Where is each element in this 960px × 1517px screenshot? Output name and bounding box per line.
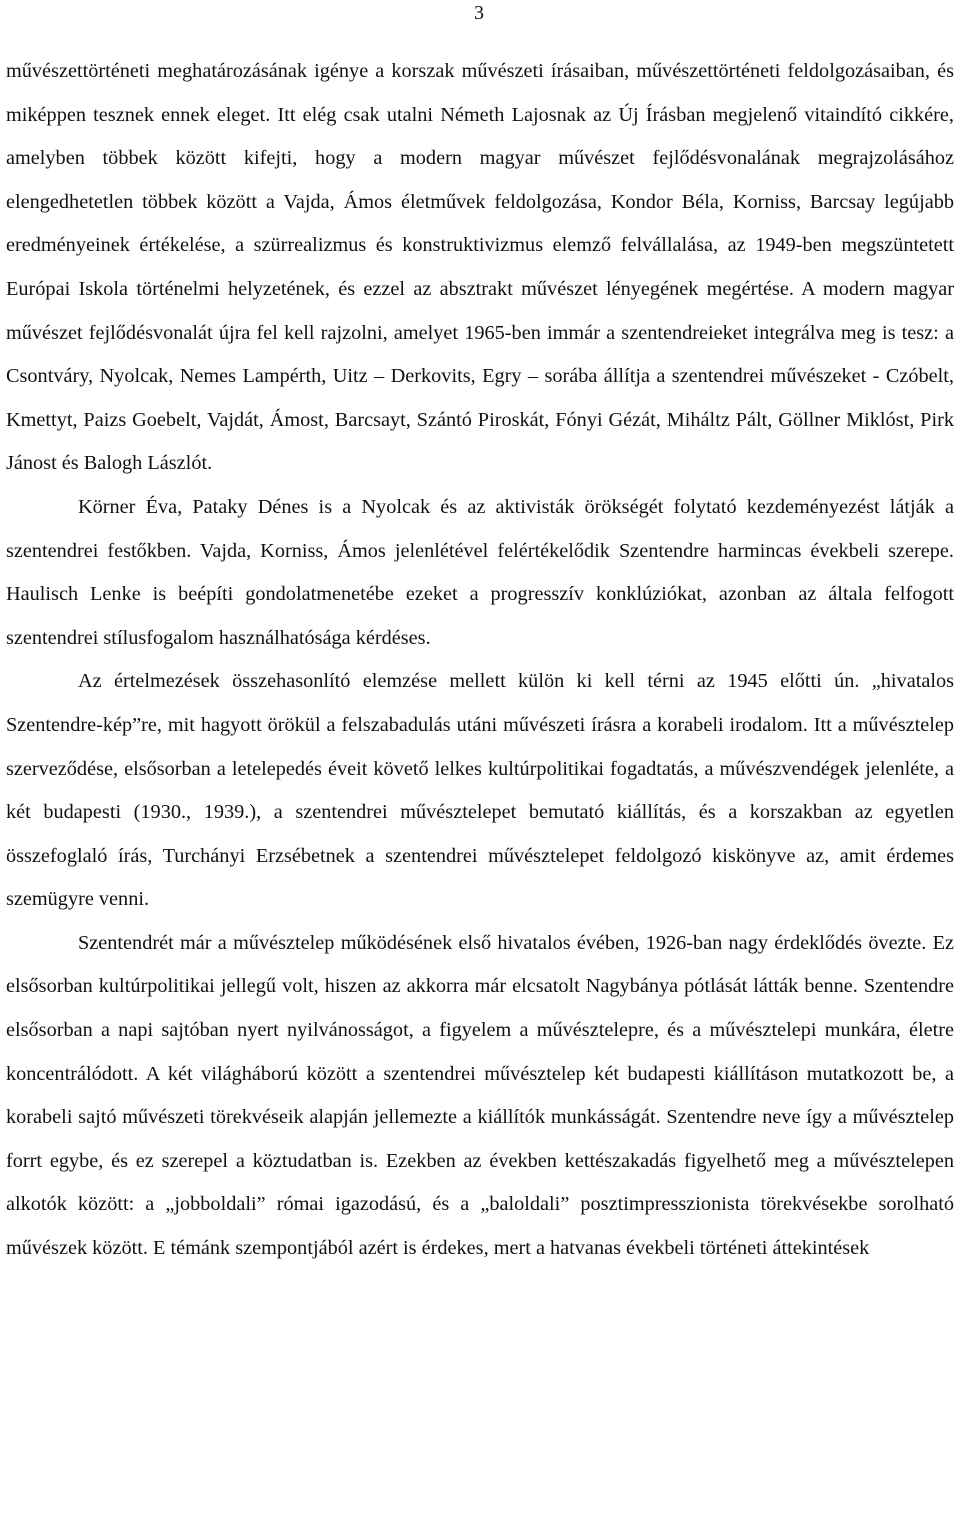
paragraph-4: Szentendrét már a művésztelep működésének első hivatalos évében, 1926-ban nagy érdeklődés övezte. Ez elsősorban kultúrpolitikai jellegű volt, hiszen az akkorra már elcsatolt Nagybánya pótlását látták benne. Szentendre elsősorban a napi sajtóban nyert nyilvánosságot, a figyelem a művésztelepre, és a művésztelepi munkára, életre koncentrálódott. A két világháború között a szentendrei művésztelep két budapesti kiállításon mutatkozott be, a korabeli sajtó művészeti törekvéseik alapján jellemezte a kiállítók munkásságát. Szentendre neve így a művésztelep forrt egybe, és ez szerepel a köztudatban is. Ezekben az években kettészakadás figyelhető meg a művésztelepen alkotók között: a „jobboldali” római igazodású, és a „baloldali” posztimpresszionista törekvésekbe sorolható művészek között. E témánk szempontjából azért is érdekes, mert a hatvanas évekbeli történeti áttekintések (6, 931, 954, 1260)
paragraph-1: művészettörténeti meghatározásának igénye a korszak művészeti írásaiban, művészettörténeti feldolgozásaiban, és miképpen tesznek ennek eleget. Itt elég csak utalni Németh Lajosnak az Új Írásban megjelenő vitaindító cikkére, amelyben többek között kifejti, hogy a modern magyar művészet fejlődésvonalának megrajzolásához elengedhetetlen többek között a Vajda, Ámos életművek feldolgozása, Kondor Béla, Korniss, Barcsay legújabb eredményeinek értékelése, a szürrealizmus és konstruktivizmus elemző felvállalása, az 1949-ben megszüntetett Európai Iskola történelmi helyzetének, és ezzel az absztrakt művészet lényegének megértése. A modern magyar művészet fejlődésvonalát újra fel kell rajzolni, amelyet 1965-ben immár a szentendreieket integrálva meg is tesz: a Csontváry, Nyolcak, Nemes Lampérth, Uitz – Derkovits, Egry – sorába állítja a szentendrei művészeket - Czóbelt, Kmettyt, Paizs Goebelt, Vajdát, Ámost, Barcsayt, Szántó Piroskát, Fónyi Gézát, Miháltz Pált, Göllner Miklóst, Pirk Jánost és Balogh Lászlót. (6, 60, 954, 475)
page-number: 3 (474, 2, 484, 24)
paragraph-3: Az értelmezések összehasonlító elemzése mellett külön ki kell térni az 1945 előtti ún. „hivatalos Szentendre-kép”re, mit hagyott örökül a felszabadulás utáni művészeti írásra a korabeli irodalom. Itt a művésztelep szerveződése, elsősorban a letelepedés éveit követő lelkes kultúrpolitikai fogadtatás, a művészvendégek jelenléte, a két budapesti (1930., 1939.), a szentendrei művésztelepet bemutató kiállítás, és a korszakban az egyetlen összefoglaló írás, Turchányi Erzsébetnek a szentendrei művésztelepet feldolgozó kiskönyve az, amit érdemes szemügyre venni. (6, 670, 954, 911)
paragraph-2: Körner Éva, Pataky Dénes is a Nyolcak és az aktivisták örökségét folytató kezdeményezést látják a szentendrei festőkben. Vajda, Korniss, Ámos jelenlétével felértékelődik Szentendre harmincas évekbeli szerepe. Haulisch Lenke is beépíti gondolatmenetébe ezeket a progresszív konklúziókat, azonban az általa felfogott szentendrei stílusfogalom használhatósága kérdéses. (6, 495, 954, 649)
body-text (6, 50, 954, 1271)
